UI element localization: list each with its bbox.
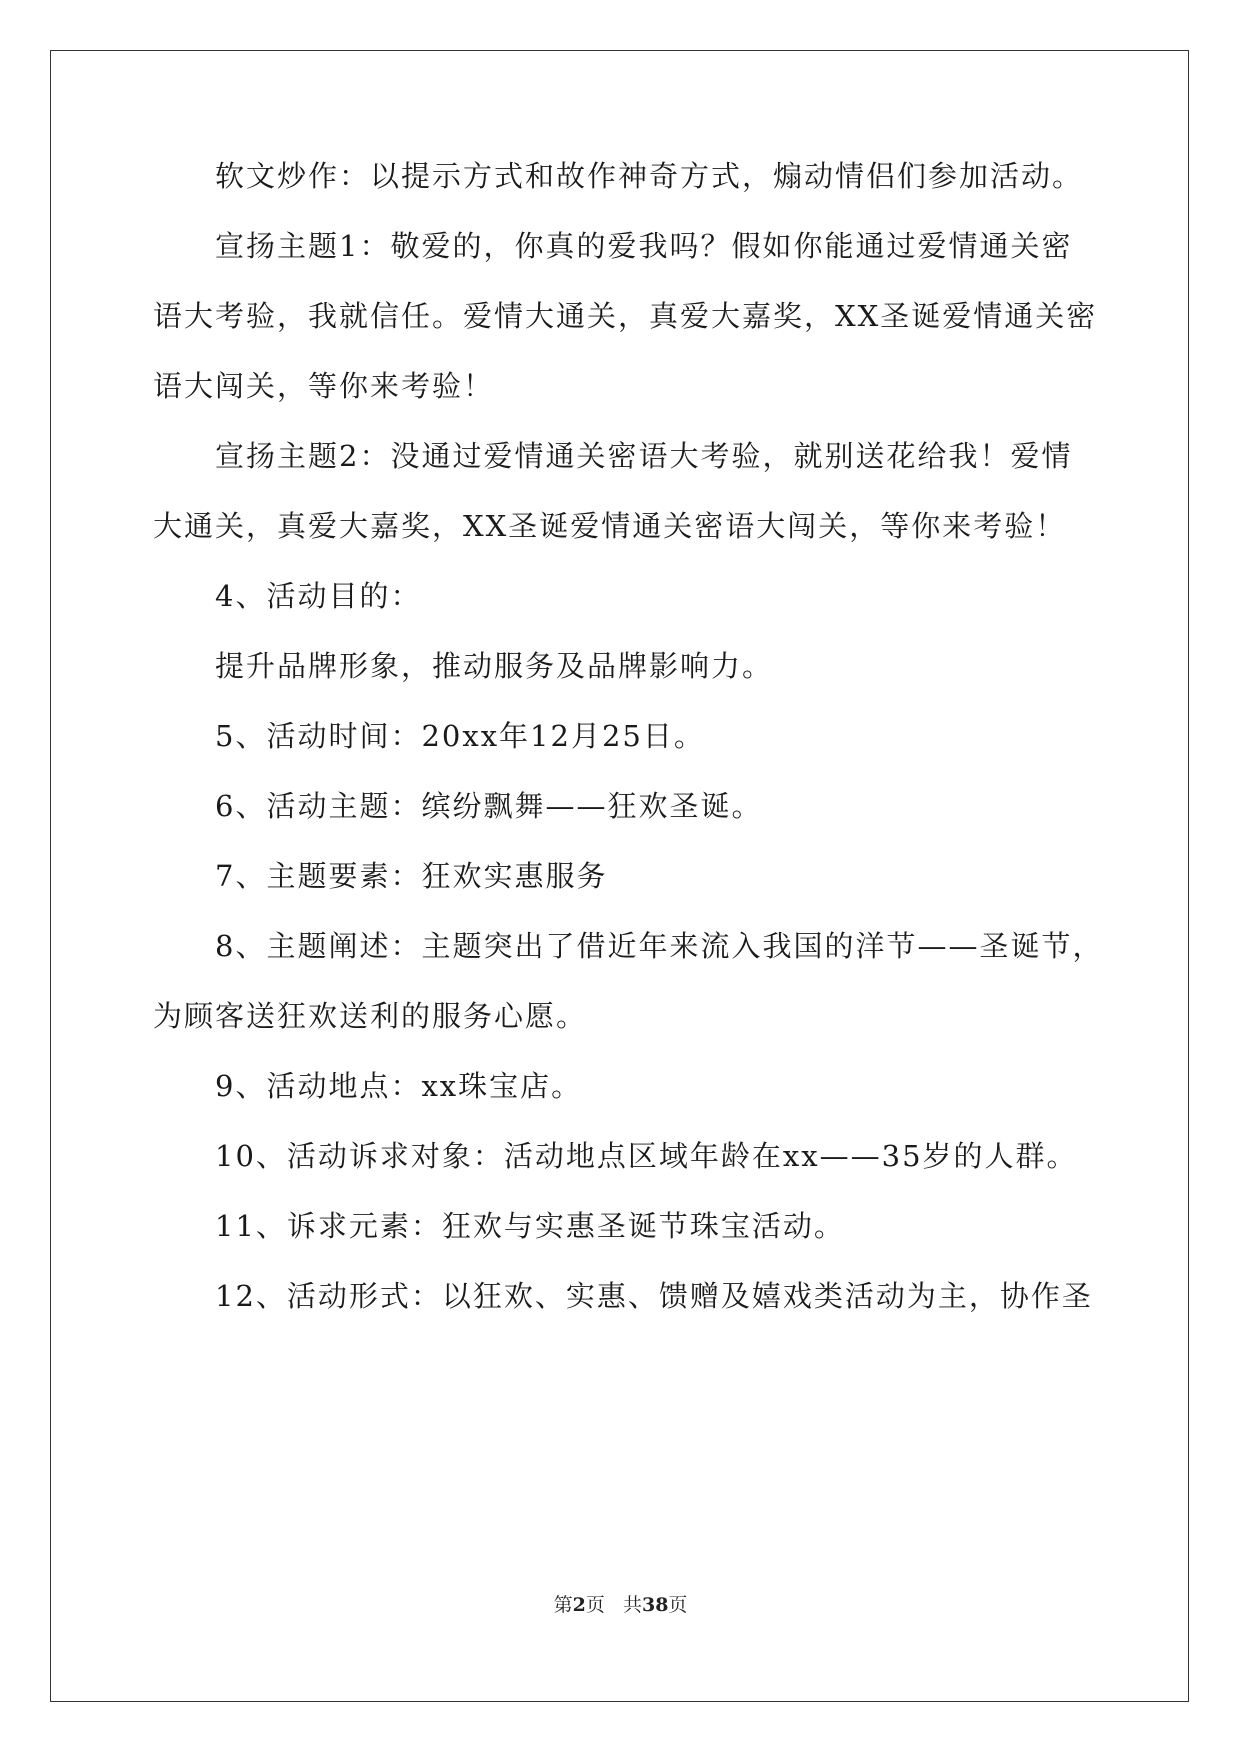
footer-total-prefix: 共 (622, 1594, 642, 1616)
section-heading: 8、主题阐述：主题突出了借近年来流入我国的洋节——圣诞节， (215, 929, 1104, 963)
section-heading: 5、活动时间：20xx年12月25日。 (215, 719, 705, 753)
footer-total-pages: 38 (641, 1594, 669, 1616)
footer-total-unit: 页 (668, 1594, 688, 1616)
footer-page-unit: 页 (585, 1594, 605, 1616)
section-heading: 6、活动主题：缤纷飘舞——狂欢圣诞。 (215, 789, 763, 823)
paragraph-line: 提升品牌形象，推动服务及品牌影响力。 (215, 649, 774, 683)
section-heading: 11、诉求元素：狂欢与实惠圣诞节珠宝活动。 (215, 1209, 845, 1243)
section-heading: 12、活动形式：以狂欢、实惠、馈赠及嬉戏类活动为主，协作圣 (215, 1279, 1093, 1313)
paragraph-line: 语大闯关，等你来考验！ (153, 369, 495, 403)
paragraph-line: 大通关，真爱大嘉奖，XX圣诞爱情通关密语大闯关，等你来考验！ (153, 509, 1067, 543)
footer-prefix: 第 (553, 1594, 573, 1616)
section-heading: 10、活动诉求对象：活动地点区域年龄在xx——35岁的人群。 (215, 1139, 1078, 1173)
section-heading: 4、活动目的： (215, 579, 422, 613)
paragraph-line: 为顾客送狂欢送利的服务心愿。 (153, 999, 588, 1033)
paragraph-line: 宣扬主题2：没通过爱情通关密语大考验，就别送花给我！爱情 (215, 439, 1073, 473)
paragraph-line: 软文炒作：以提示方式和故作神奇方式，煽动情侣们参加活动。 (215, 159, 1084, 193)
paragraph-line: 宣扬主题1：敬爱的，你真的爱我吗？假如你能通过爱情通关密 (215, 229, 1073, 263)
section-heading: 7、主题要素：狂欢实惠服务 (215, 859, 608, 893)
footer-page-number: 2 (572, 1594, 586, 1616)
section-heading: 9、活动地点：xx珠宝店。 (215, 1069, 583, 1103)
page-footer (0, 1590, 1241, 1617)
paragraph-line: 语大考验，我就信任。爱情大通关，真爱大嘉奖，XX圣诞爱情通关密 (153, 299, 1098, 333)
